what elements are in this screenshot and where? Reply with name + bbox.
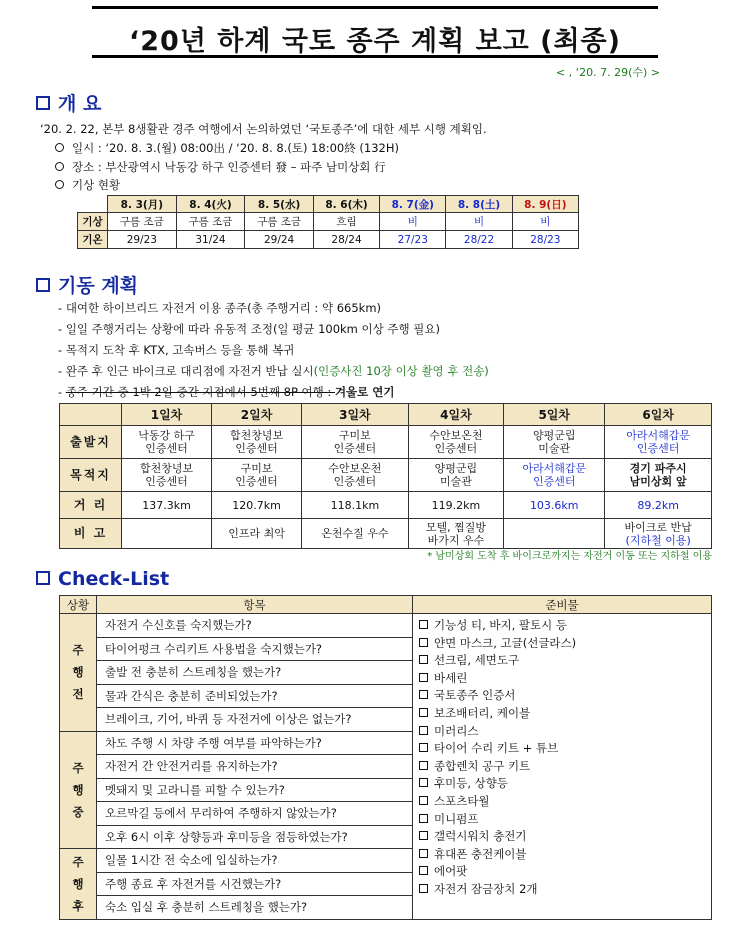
prep-item (419, 705, 711, 723)
checkbox-icon (419, 866, 428, 875)
weather-date-cell: 8. 8(土) (446, 196, 512, 213)
itinerary-day-header: 1일차 (122, 404, 212, 426)
itinerary-start-cell: 구미보 인증센터 (302, 426, 409, 459)
weather-temp-cell: 28/24 (313, 231, 379, 249)
circle-bullet-icon (55, 180, 64, 189)
prep-item (419, 758, 711, 776)
prep-list-cell (413, 614, 712, 920)
checklist-item: 출발 전 충분히 스트레칭을 했는가? (97, 661, 413, 685)
itinerary-dest-row (60, 459, 712, 492)
weather-table (77, 195, 579, 249)
checklist-phase-header: 상황 (60, 596, 97, 614)
plan-bullet-5: - 종주 기간 중 1박 2일 중간 지점에서 5번째 8P 여행 : 겨울로 연기 (58, 385, 395, 399)
weather-sky-cell: 비 (380, 213, 446, 231)
prep-item-label: 갤럭시워치 충전기 (434, 829, 527, 844)
itinerary-remark-cell: 모텔, 찜질방 바가지 우수 (408, 519, 503, 549)
prep-item (419, 723, 711, 741)
prep-item-label: 기능성 티, 바지, 팔토시 등 (434, 618, 568, 632)
plan-bullet-4-text: 완주 후 인근 바이크로 대리점에 자전거 반납 실시 (65, 364, 314, 378)
prep-item (419, 863, 711, 881)
checklist-item-header: 항목 (97, 596, 413, 614)
prep-item-label: 선크림, 세면도구 (434, 653, 520, 668)
checklist-item: 숙소 입실 후 충분히 스트레칭을 했는가? (97, 896, 413, 920)
itinerary-start-label: 출발지 (60, 426, 122, 459)
plan-bullet-2-text: 일일 주행거리는 상황에 따라 유동적 조정(일 평균 100km 이상 주행 필요) (65, 322, 440, 336)
prep-item (419, 652, 711, 670)
weather-sky-cell: 구름 조금 (176, 213, 245, 231)
checkbox-square-icon (36, 571, 50, 585)
prep-item-label: 미니펌프 (434, 811, 479, 826)
itinerary-day-header: 2일차 (212, 404, 302, 426)
circle-bullet-icon (55, 162, 64, 171)
weather-date-cell: 8. 4(火) (176, 196, 245, 213)
weather-temp-cell: 28/23 (512, 231, 578, 249)
plan-bullet-4: - 완주 후 인근 바이크로 대리점에 자전거 반납 실시(인증사진 10장 이상 촬영 후 전송) (58, 364, 489, 378)
checkbox-icon (419, 849, 428, 858)
checkbox-icon (419, 884, 428, 893)
prep-item (419, 828, 711, 846)
plan-bullet-4-note: (인증사진 10장 이상 촬영 후 전송) (313, 364, 489, 378)
prep-item (419, 775, 711, 793)
prep-item-label: 에어팟 (434, 864, 468, 879)
plan-bullet-5-strike: 종주 기간 중 1박 2일 중간 지점에서 5번째 8P 여행 : (65, 385, 335, 399)
itinerary-start-cell: 수안보온천 인증센터 (408, 426, 503, 459)
checkbox-icon (419, 655, 428, 664)
weather-temp-label: 기온 (78, 231, 108, 249)
prep-item-label: 국토종주 인증서 (434, 688, 516, 703)
checklist-item: 자전거 수신호를 숙지했는가? (97, 614, 413, 638)
itinerary-dest-cell: 수안보온천 인증센터 (302, 459, 409, 492)
itinerary-start-cell: 양평군립 미술관 (504, 426, 605, 459)
itinerary-table (59, 403, 712, 549)
prep-item-label: 바세린 (434, 670, 468, 685)
itinerary-day-header: 6일차 (605, 404, 712, 426)
prep-item-label: 얀면 마스크, 고글(선글라스) (434, 635, 577, 650)
weather-date-cell: 8. 6(木) (313, 196, 379, 213)
itinerary-dist-cell: 118.1km (302, 492, 409, 519)
itinerary-day-header: 5일차 (504, 404, 605, 426)
itinerary-dest-cell: 합천창녕보 인증센터 (122, 459, 212, 492)
prep-item-label: 타이어 수리 키트 + 튜브 (434, 741, 559, 756)
weather-sky-cell: 비 (512, 213, 578, 231)
itinerary-dest-cell: 아라서해갑문 인증센터 (504, 459, 605, 492)
weather-date-cell: 8. 3(月) (108, 196, 177, 213)
overview-heading (36, 89, 101, 116)
itinerary-remark-note: (지하철 이용) (625, 533, 691, 547)
checklist-heading (36, 568, 169, 590)
prep-item-label: 보조배터리, 케이블 (434, 705, 531, 720)
itinerary-remark-cell (122, 519, 212, 549)
plan-bullet-1-text: 대여한 하이브리드 자전거 이용 종주(총 주행거리 : 약 665km) (65, 301, 382, 315)
prep-item (419, 635, 711, 653)
checklist-item: 자전거 간 안전거리를 유지하는가? (97, 755, 413, 779)
checkbox-icon (419, 726, 428, 735)
checklist-phase-cell: 주 행 중 (60, 731, 97, 849)
checkbox-icon (419, 673, 428, 682)
checkbox-icon (419, 761, 428, 770)
itinerary-remark-cell: 바이크로 반납 (지하철 이용) (605, 519, 712, 549)
prep-item-label: 종합렌치 공구 키트 (434, 758, 531, 773)
circle-bullet-icon (55, 143, 64, 152)
checklist-item: 오르막길 등에서 무리하여 주행하지 않았는가? (97, 802, 413, 826)
itinerary-remark-cell (504, 519, 605, 549)
checkbox-icon (419, 814, 428, 823)
weather-sky-cell: 비 (446, 213, 512, 231)
plan-bullet-3-text: 목적지 도착 후 KTX, 고속버스 등을 통해 복귀 (65, 343, 295, 357)
weather-sky-cell: 흐림 (313, 213, 379, 231)
prep-item (419, 881, 711, 899)
itinerary-note: * 남미상회 도착 후 바이크로까지는 자전거 이동 또는 지하철 이용 (427, 551, 712, 562)
overview-weather-label (55, 177, 120, 193)
prep-item-label: 후미등, 상향등 (434, 776, 508, 791)
checklist-item: 일몰 1시간 전 숙소에 입실하는가? (97, 849, 413, 873)
itinerary-day-header: 4일차 (408, 404, 503, 426)
weather-temp-row (78, 231, 579, 249)
prep-item-label: 휴대폰 충전케이블 (434, 846, 527, 861)
prep-item-label: 스포츠타월 (434, 793, 490, 808)
itinerary-header-row (60, 404, 712, 426)
itinerary-start-cell: 낙동강 하구 인증센터 (122, 426, 212, 459)
overview-intro: ‘20. 2. 22, 본부 8생활관 경주 여행에서 논의하였던 ‘국토종주’에 대한 세부 시행 계획임. (40, 122, 487, 136)
itinerary-corner-cell (60, 404, 122, 426)
place-text: 장소 : 부산광역시 낙동강 하구 인증센터 發 – 파주 남미상회 行 (72, 160, 386, 174)
itinerary-day-header: 3일차 (302, 404, 409, 426)
checklist-prep-header: 준비물 (413, 596, 712, 614)
weather-sky-label: 기상 (78, 213, 108, 231)
weather-sky-cell: 구름 조금 (245, 213, 314, 231)
title-box (92, 6, 658, 58)
plan-heading (36, 271, 138, 298)
checklist-table (59, 595, 712, 920)
plan-bullet-5-bold: 겨울로 연기 (334, 385, 395, 399)
itinerary-dest-cell: 양평군립 미술관 (408, 459, 503, 492)
itinerary-dist-cell: 119.2km (408, 492, 503, 519)
plan-bullet-2: - 일일 주행거리는 상황에 따라 유동적 조정(일 평균 100km 이상 주행 필요) (58, 322, 440, 336)
overview-schedule (55, 140, 399, 156)
weather-sky-row (78, 213, 579, 231)
weather-temp-cell: 31/24 (176, 231, 245, 249)
schedule-text: 일시 : ‘20. 8. 3.(월) 08:00出 / ‘20. 8. 8.(토) 18:00終 (132H) (72, 141, 399, 155)
itinerary-dist-cell: 120.7km (212, 492, 302, 519)
checkbox-square-icon (36, 96, 50, 110)
prep-item (419, 793, 711, 811)
checklist-item: 오후 6시 이후 상향등과 후미등을 점등하였는가? (97, 825, 413, 849)
itinerary-start-cell: 아라서해갑문 인증센터 (605, 426, 712, 459)
weather-header-row (78, 196, 579, 213)
checklist-header-row (60, 596, 712, 614)
itinerary-start-row (60, 426, 712, 459)
prep-item (419, 811, 711, 829)
weather-date-cell: 8. 7(金) (380, 196, 446, 213)
overview-place (55, 159, 386, 175)
itinerary-remark-label: 비 고 (60, 519, 122, 549)
checklist-item: 타이어펑크 수리키트 사용법을 숙지했는가? (97, 637, 413, 661)
itinerary-dist-cell: 103.6km (504, 492, 605, 519)
itinerary-dest-cell: 경기 파주시 남미상회 앞 (605, 459, 712, 492)
checkbox-icon (419, 690, 428, 699)
checklist-item: 브레이크, 기어, 바퀴 등 자전거에 이상은 없는가? (97, 708, 413, 732)
itinerary-remark-cell: 온천수질 우수 (302, 519, 409, 549)
itinerary-dest-cell: 구미보 인증센터 (212, 459, 302, 492)
weather-temp-cell: 28/22 (446, 231, 512, 249)
checkbox-icon (419, 620, 428, 629)
weather-temp-cell: 27/23 (380, 231, 446, 249)
prep-item (419, 846, 711, 864)
prep-item-label: 자전거 잠금장치 2개 (434, 881, 538, 896)
itinerary-dest-label: 목적지 (60, 459, 122, 492)
weather-temp-cell: 29/24 (245, 231, 314, 249)
checklist-item: 물과 간식은 충분히 준비되었는가? (97, 684, 413, 708)
checkbox-icon (419, 638, 428, 647)
checkbox-icon (419, 831, 428, 840)
weather-corner-cell (78, 196, 108, 213)
itinerary-dist-row (60, 492, 712, 519)
prep-item-label: 미러리스 (434, 723, 479, 738)
checkbox-icon (419, 778, 428, 787)
report-date: < , ‘20. 7. 29(수) > (555, 66, 660, 79)
plan-heading-text: 기동 계획 (58, 275, 139, 297)
weather-date-cell: 8. 5(水) (245, 196, 314, 213)
overview-heading-text: 개 요 (58, 93, 102, 115)
prep-item (419, 687, 711, 705)
weather-sky-cell: 구름 조금 (108, 213, 177, 231)
weather-date-cell: 8. 9(日) (512, 196, 578, 213)
checklist-phase-cell: 주 행 후 (60, 849, 97, 920)
weather-temp-cell: 29/23 (108, 231, 177, 249)
itinerary-dist-label: 거 리 (60, 492, 122, 519)
page-title: ‘20년 하계 국토 종주 계획 보고 (최종) (129, 26, 621, 57)
checkbox-square-icon (36, 278, 50, 292)
checkbox-icon (419, 743, 428, 752)
itinerary-remark-cell: 인프라 최악 (212, 519, 302, 549)
checklist-item: 멧돼지 및 고라니를 피할 수 있는가? (97, 778, 413, 802)
checklist-item: 차도 주행 시 차량 주행 여부를 파악하는가? (97, 731, 413, 755)
itinerary-dist-cell: 137.3km (122, 492, 212, 519)
checkbox-icon (419, 796, 428, 805)
checklist-heading-text: Check-List (58, 568, 170, 590)
prep-item (419, 617, 711, 635)
checklist-row (60, 614, 712, 638)
checkbox-icon (419, 708, 428, 717)
prep-item (419, 740, 711, 758)
itinerary-remark-row (60, 519, 712, 549)
checklist-phase-cell: 주 행 전 (60, 614, 97, 732)
weather-label-text: 기상 현황 (72, 178, 121, 192)
plan-bullet-1: - 대여한 하이브리드 자전거 이용 종주(총 주행거리 : 약 665km) (58, 301, 382, 315)
prep-item (419, 670, 711, 688)
plan-bullet-3: - 목적지 도착 후 KTX, 고속버스 등을 통해 복귀 (58, 343, 295, 357)
itinerary-dist-cell: 89.2km (605, 492, 712, 519)
checklist-item: 주행 종료 후 자전거를 시건했는가? (97, 872, 413, 896)
itinerary-start-cell: 합천창녕보 인증센터 (212, 426, 302, 459)
